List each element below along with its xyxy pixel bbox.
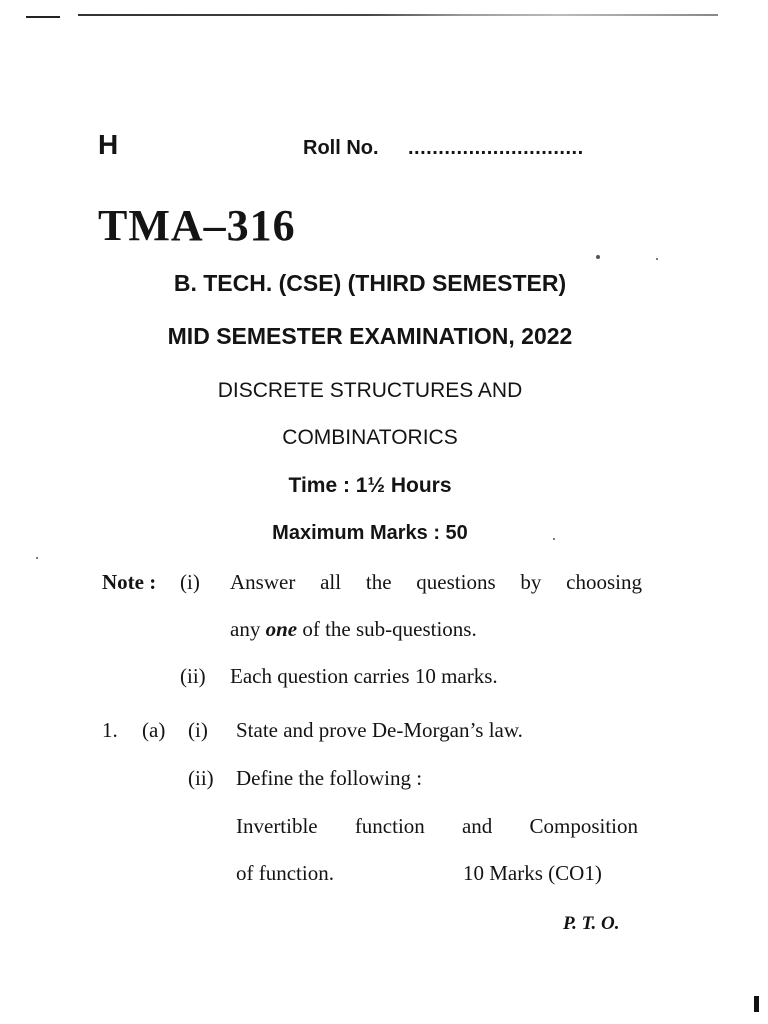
- scan-speck: [596, 255, 600, 259]
- course-code: TMA–316: [98, 201, 296, 250]
- note-text-prefix: any: [230, 617, 261, 641]
- roll-number-blank: .............................: [408, 137, 584, 159]
- question-part-label: (a): [142, 718, 166, 742]
- note-item-text: Each question carries 10 marks.: [230, 664, 498, 688]
- scan-rule-left: [26, 16, 60, 18]
- note-item-text: Answer all the questions by choosing: [230, 570, 642, 594]
- scan-speck: [656, 258, 658, 260]
- paper-code-letter: H: [98, 129, 119, 160]
- note-item-text-continued: [230, 617, 477, 642]
- subquestion-text: Define the following :: [236, 766, 423, 790]
- scan-speck: [36, 557, 38, 559]
- please-turn-over: P. T. O.: [563, 913, 620, 934]
- subquestion-number: (i): [188, 718, 208, 742]
- program-title: B. TECH. (CSE) (THIRD SEMESTER): [173, 270, 567, 296]
- question-number: 1.: [102, 718, 118, 742]
- scan-edge-mark: [754, 996, 759, 1012]
- note-text-emphasis: one: [265, 617, 298, 641]
- exam-duration: Time : 1½ Hours: [288, 474, 452, 497]
- subject-title-line1: DISCRETE STRUCTURES AND: [217, 379, 523, 402]
- maximum-marks: Maximum Marks : 50: [272, 522, 468, 544]
- note-text-suffix: of the sub-questions.: [302, 617, 477, 641]
- note-item-number: (i): [180, 570, 200, 594]
- roll-number-label: Roll No.: [303, 137, 379, 159]
- question-marks: 10 Marks (CO1): [463, 861, 602, 885]
- subquestion-number: (ii): [188, 766, 214, 790]
- note-label: Note :: [102, 570, 157, 594]
- subquestion-text: State and prove De-Morgan’s law.: [236, 718, 523, 742]
- subject-title-line2: COMBINATORICS: [282, 426, 458, 449]
- subquestion-detail-continued: of function.: [236, 861, 334, 885]
- scan-rule-top: [78, 14, 718, 16]
- note-item-number: (ii): [180, 664, 206, 688]
- exam-title: MID SEMESTER EXAMINATION, 2022: [167, 323, 573, 349]
- subquestion-detail: Invertible function and Composition: [236, 814, 638, 838]
